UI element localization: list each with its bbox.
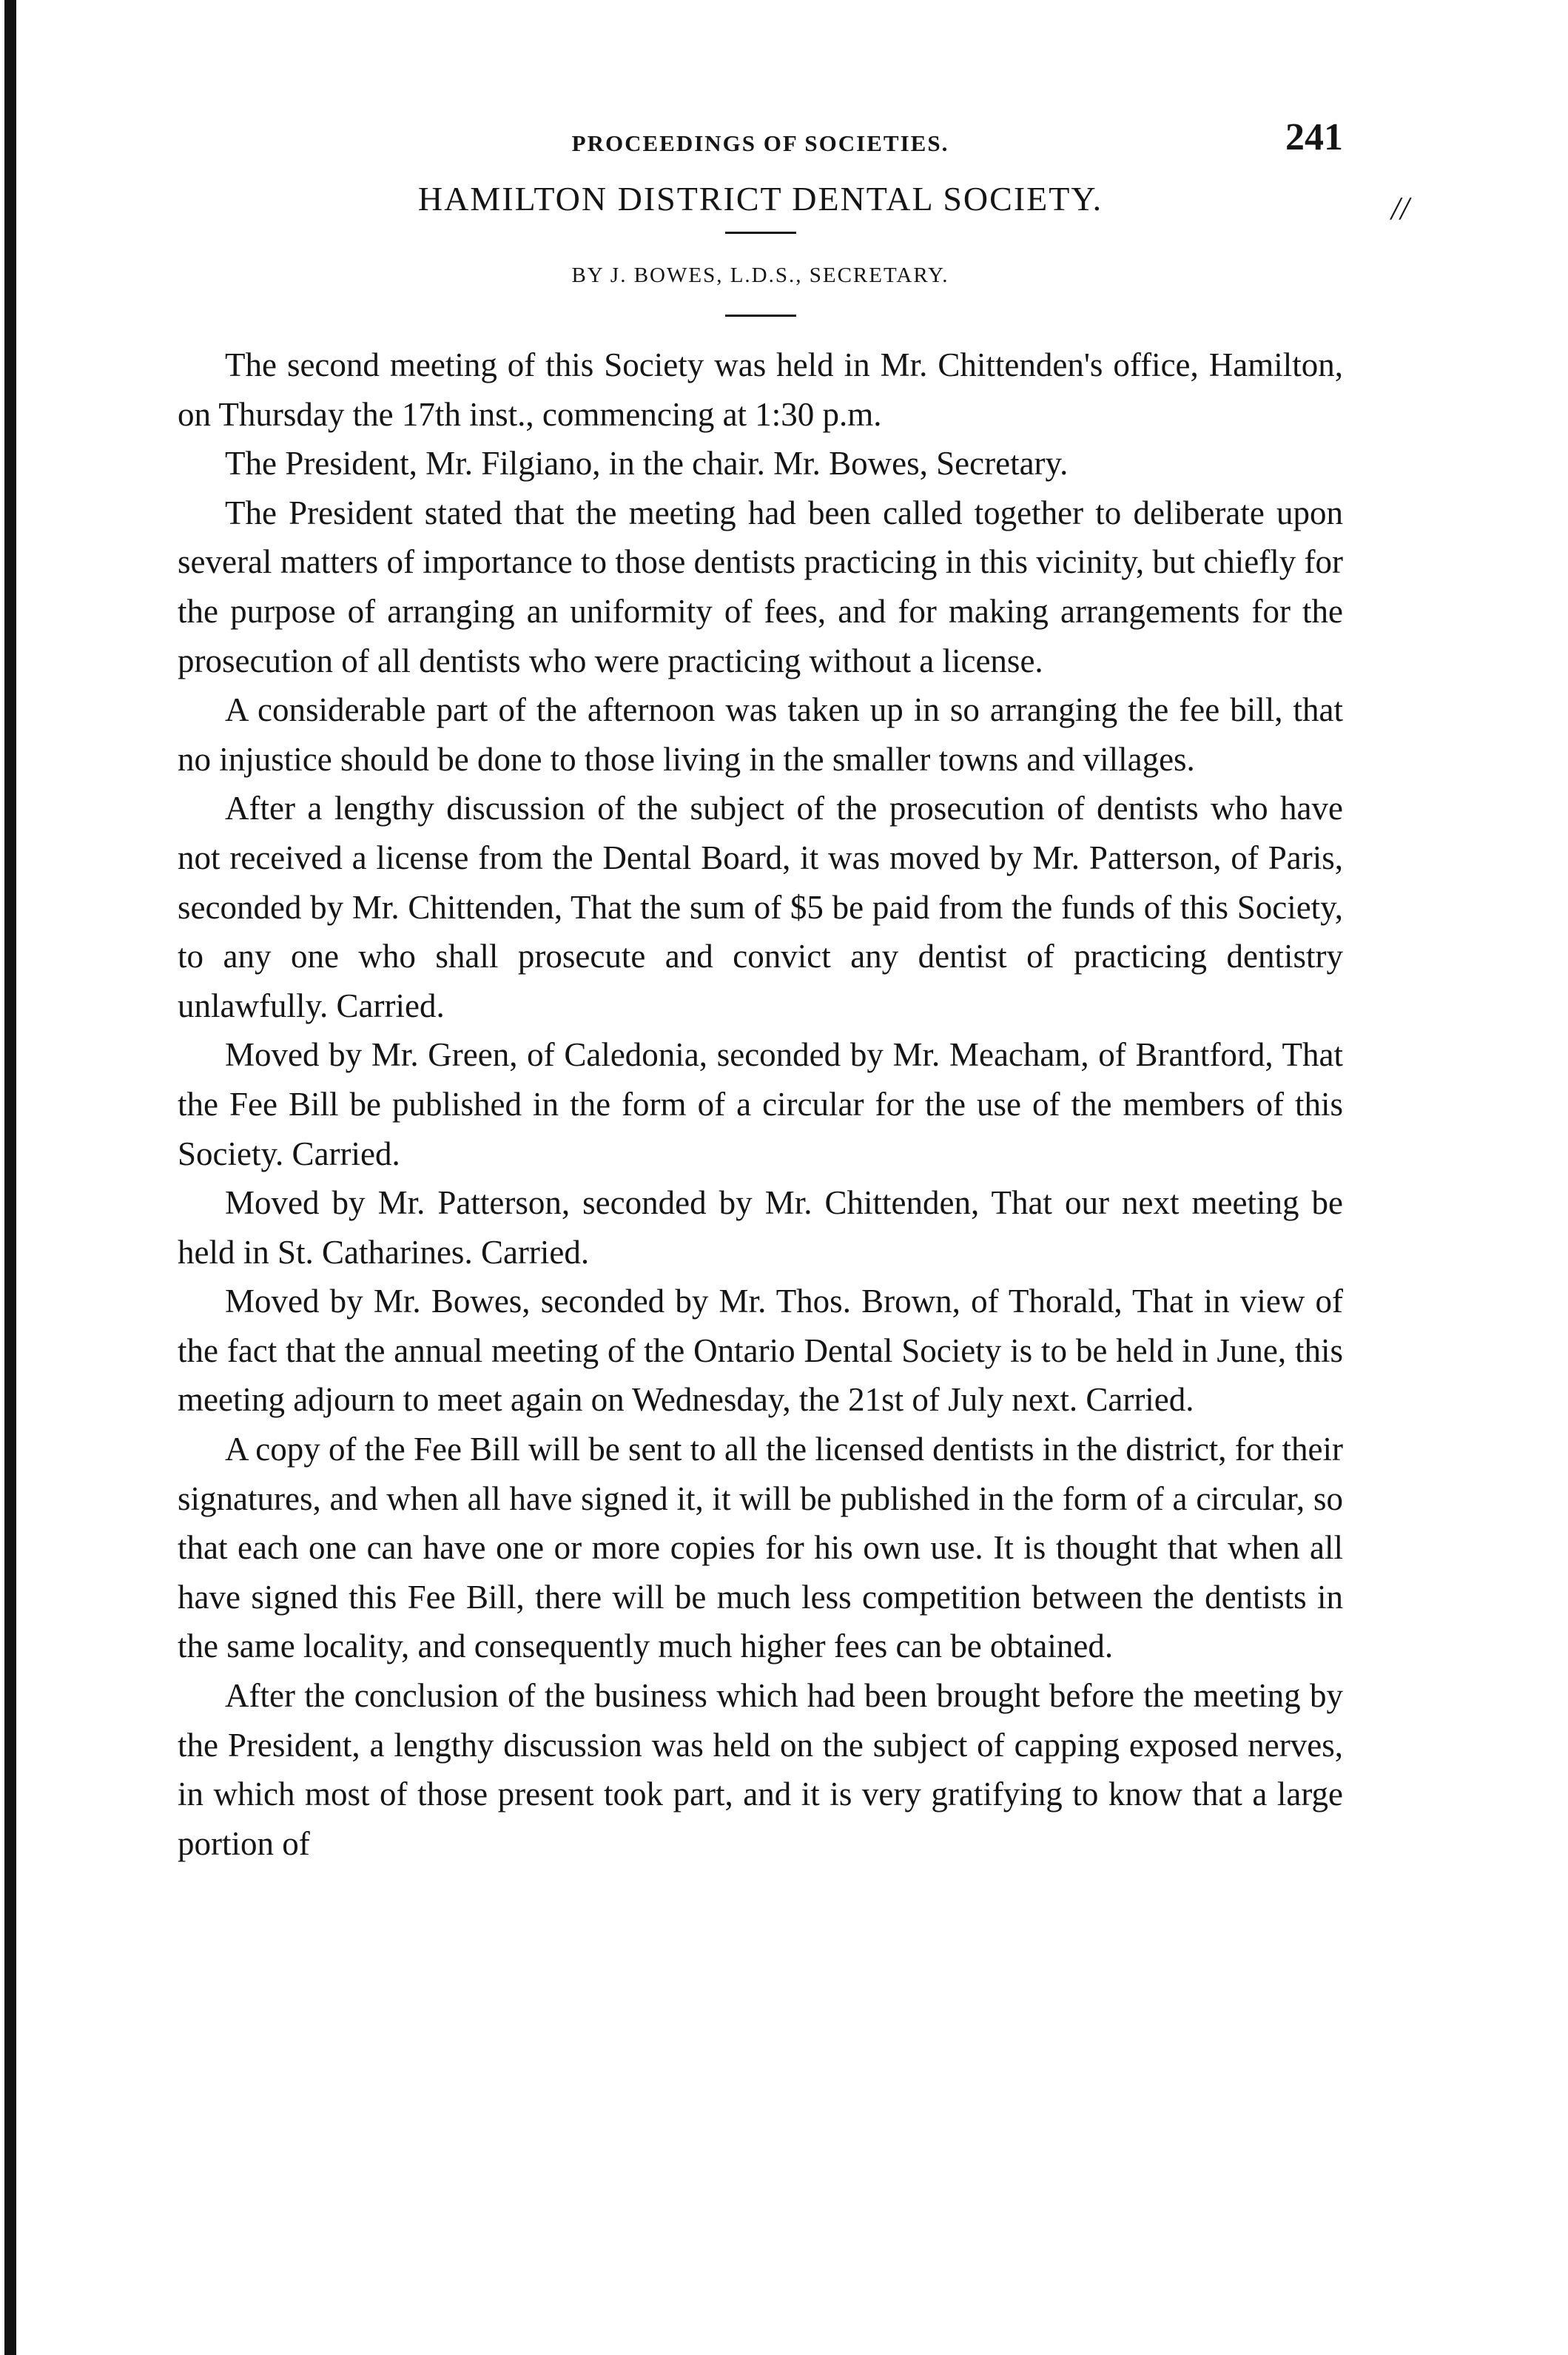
margin-mark: // (1391, 190, 1410, 226)
page-number: 241 (1285, 116, 1343, 158)
byline-rule (725, 315, 796, 317)
byline: BY J. BOWES, L.D.S., SECRETARY. (571, 263, 949, 287)
article-body (178, 340, 1343, 1868)
paragraph-5: After a lengthy discussion of the subject of the prosecution of dentists who have not received a license from the Dental Board, it was moved by Mr. Patterson, of Paris, seconded by Mr. Chittenden, That the sum of $5 be paid from the funds of this Society, to any one who shall prosecute and convict any dentist of practicing dentistry unlawfully. Carried. (178, 790, 1343, 1024)
paragraph-8: Moved by Mr. Bowes, seconded by Mr. Thos. Brown, of Thorald, That in view of the fact that the annual meeting of the Ontario Dental Society is to be held in June, this meeting adjourn to meet again on Wednesday, the 21st of July next. Carried. (178, 1283, 1343, 1419)
paragraph-7: Moved by Mr. Patterson, seconded by Mr. Chittenden, That our next meeting be held in St. Catharines. Carried. (178, 1184, 1343, 1271)
paragraph-2: The President, Mr. Filgiano, in the chair. Mr. Bowes, Secretary. (225, 445, 1069, 483)
document-page (178, 111, 1343, 1868)
running-head (178, 111, 1343, 163)
paragraph-10: After the conclusion of the business which had been brought before the meeting by the President, a lengthy discussion was held on the subject of capping exposed nerves, in which most of those present took part, and it is very gratifying to know that a large portion of (178, 1677, 1343, 1862)
paragraph-3: The President stated that the meeting had been called together to deliberate upon several matters of importance to those dentists practicing in this vicinity, but chiefly for the purpose of arranging an uniformity of fees, and for making arrangements for the prosecution of all dentists who were practicing without a license. (178, 494, 1343, 679)
title-rule (725, 232, 796, 234)
paragraph-4: A considerable part of the afternoon was taken up in so arranging the fee bill, that no injustice should be done to those living in the smaller towns and villages. (178, 691, 1343, 778)
running-title: PROCEEDINGS OF SOCIETIES. (571, 130, 949, 156)
paragraph-6: Moved by Mr. Green, of Caledonia, seconded by Mr. Meacham, of Brantford, That the Fee Bill be published in the form of a circular for the use of the members of this Society. Carried. (178, 1036, 1343, 1172)
paragraph-1: The second meeting of this Society was held in Mr. Chittenden's office, Hamilton, on Thursday the 17th inst., commencing at 1:30 p.m. (178, 346, 1343, 433)
article-title: HAMILTON DISTRICT DENTAL SOCIETY. (417, 180, 1103, 218)
paragraph-9: A copy of the Fee Bill will be sent to all the licensed dentists in the district, for their signatures, and when all have signed it, it will be published in the form of a circular, so that each one can have one or more copies for his own use. It is thought that when all have signed this Fee Bill, there will be much less competition between the dentists in the same locality, and consequently much higher fees can be obtained. (178, 1431, 1343, 1665)
page-binding-edge (4, 0, 16, 2355)
